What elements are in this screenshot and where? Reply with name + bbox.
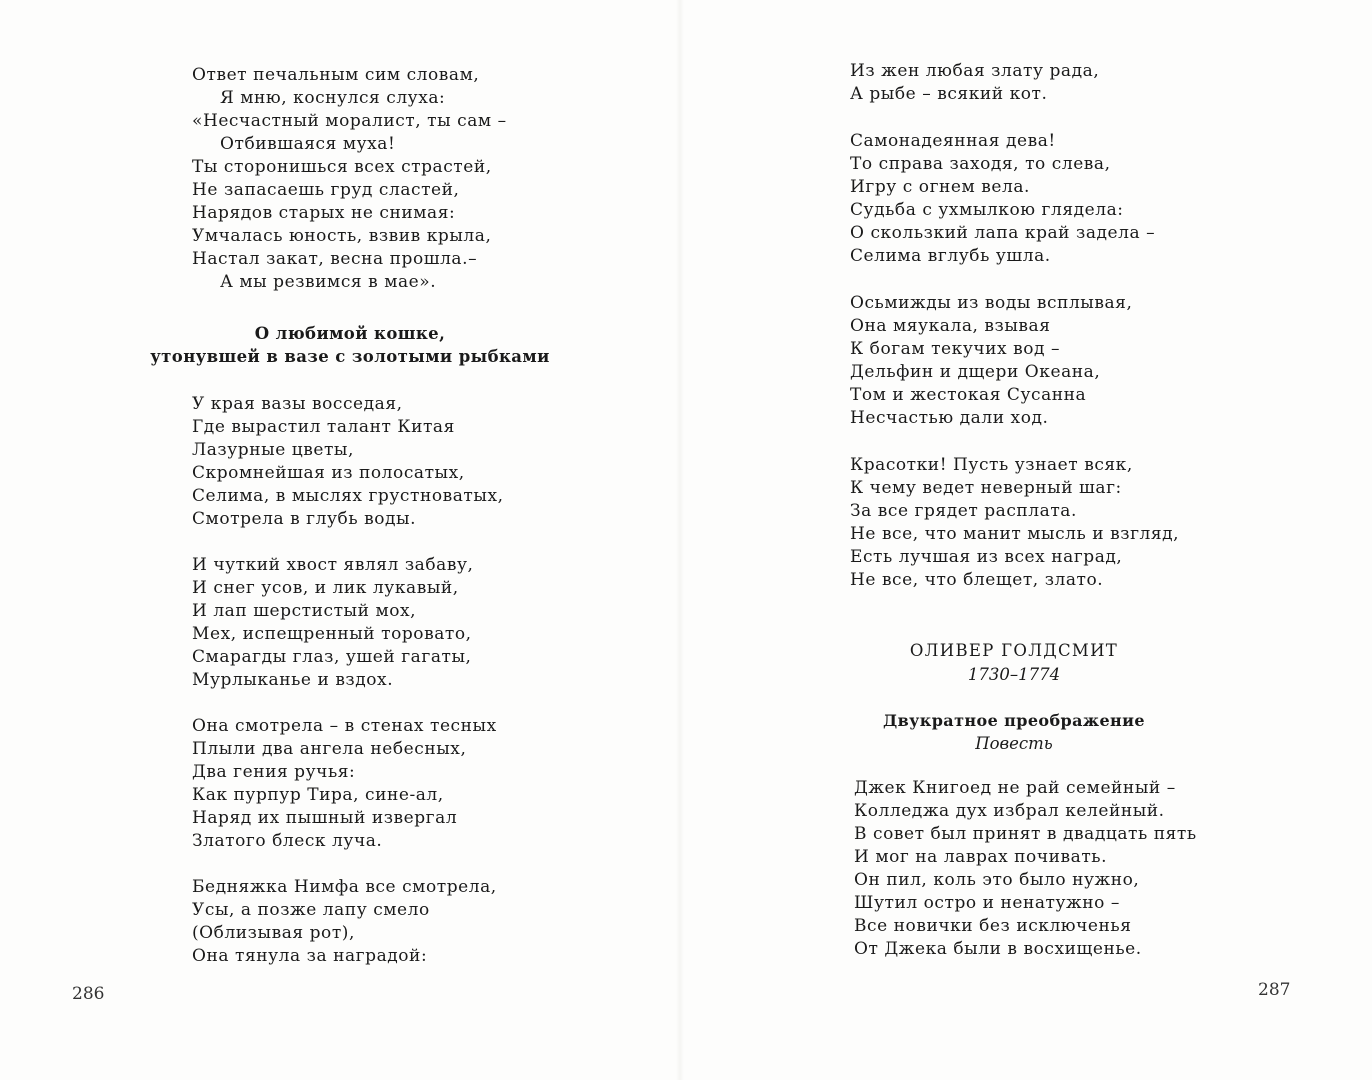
verse-line: Селима вглубь ушла. [850, 246, 1051, 266]
verse-line: Шутил остро и ненатужно – [854, 893, 1120, 913]
verse-line: Он пил, коль это было нужно, [854, 870, 1140, 890]
verse-line: От Джека были в восхищенье. [854, 939, 1142, 959]
verse-line: И мог на лаврах почивать. [854, 847, 1108, 867]
verse-stanza [850, 130, 1155, 268]
verse-line: О скользкий лапа край задела – [850, 223, 1156, 243]
verse-line: Отбившаяся муха! [220, 134, 396, 154]
verse-stanza [850, 292, 1132, 430]
verse-line: Джек Книгоед не рай семейный – [854, 778, 1176, 798]
verse-line: Умчалась юность, взвив крыла, [192, 226, 492, 246]
verse-line: Лазурные цветы, [192, 440, 354, 460]
section-genre: Повесть [975, 734, 1053, 753]
verse-line: Есть лучшая из всех наград, [850, 547, 1123, 567]
verse-stanza [192, 876, 497, 968]
page-number: 287 [1258, 980, 1291, 1000]
verse-line: Нарядов старых не снимая: [192, 203, 456, 223]
verse-line: Дельфин и дщери Океана, [850, 362, 1101, 382]
verse-line: Самонадеянная дева! [850, 131, 1056, 151]
verse-line: К чему ведет неверный шаг: [850, 478, 1122, 498]
verse-line: И снег усов, и лик лукавый, [192, 578, 459, 598]
author-name: ОЛИВЕР ГОЛДСМИТ [909, 641, 1119, 660]
verse-line: За все грядет расплата. [850, 501, 1077, 521]
verse-line: Златого блеск луча. [192, 831, 383, 851]
page-number: 286 [72, 984, 105, 1004]
verse-stanza [850, 454, 1179, 592]
verse-line: Колледжа дух избрал келейный. [854, 801, 1165, 821]
verse-line: К богам текучих вод – [850, 339, 1061, 359]
verse-line: Она мяукала, взывая [850, 316, 1051, 336]
verse-line: Судьба с ухмылкою глядела: [850, 200, 1124, 220]
verse-line: Красотки! Пусть узнает всяк, [850, 455, 1133, 475]
verse-line: Игру с огнем вела. [850, 177, 1030, 197]
poem-title-line: утонувшей в вазе с золотыми рыбками [150, 347, 550, 366]
verse-line: Два гения ручья: [192, 762, 356, 782]
verse-line: Скромнейшая из полосатых, [192, 463, 465, 483]
verse-line: Наряд их пышный извергал [192, 808, 458, 828]
verse-line: И чуткий хвост являл забаву, [192, 555, 474, 575]
verse-line: Не все, что манит мысль и взгляд, [850, 524, 1180, 544]
verse-stanza [192, 554, 473, 692]
book-gutter [676, 0, 684, 1080]
verse-line: Не все, что блещет, злато. [850, 570, 1104, 590]
verse-line: А мы резвимся в мае». [220, 272, 437, 292]
verse-line: (Облизывая рот), [192, 923, 355, 943]
verse-line: Как пурпур Тира, сине-ал, [192, 785, 444, 805]
verse-stanza [192, 393, 504, 531]
verse-line: Смотрела в глубь воды. [192, 509, 417, 529]
right-page [684, 0, 1372, 1080]
verse-line: Мех, испещренный торовато, [192, 624, 472, 644]
verse-line: А рыбе – всякий кот. [850, 84, 1048, 104]
verse-line: Не запасаешь груд сластей, [192, 180, 460, 200]
verse-stanza [850, 60, 1099, 106]
section-title: Двукратное преображение [882, 711, 1145, 730]
verse-line: Где вырастил талант Китая [192, 417, 455, 437]
verse-stanza [854, 777, 1197, 961]
poem-title [150, 322, 550, 368]
verse-line: Том и жестокая Сусанна [850, 385, 1087, 405]
verse-line: Несчастью дали ход. [850, 408, 1049, 428]
verse-line: Из жен любая злату рада, [850, 61, 1100, 81]
verse-line: Мурлыканье и вздох. [192, 670, 394, 690]
verse-line: Плыли два ангела небесных, [192, 739, 467, 759]
verse-stanza [192, 715, 497, 853]
verse-line: Селима, в мыслях грустноватых, [192, 486, 504, 506]
verse-line: Осьмижды из воды всплывая, [850, 293, 1133, 313]
verse-line: Она смотрела – в стенах тесных [192, 716, 497, 736]
verse-line: Я мню, коснулся слуха: [220, 88, 446, 108]
verse-line: Смарагды глаз, ушей гагаты, [192, 647, 472, 667]
verse-line: Она тянула за наградой: [192, 946, 428, 966]
verse-line: Усы, а позже лапу смело [192, 900, 430, 920]
poem-title-line: О любимой кошке, [254, 324, 446, 343]
left-page [0, 0, 676, 1080]
verse-line: «Несчастный моралист, ты сам – [192, 111, 507, 131]
verse-line: Ответ печальным сим словам, [192, 65, 480, 85]
verse-line: В совет был принят в двадцать пять [854, 824, 1197, 844]
verse-line: Настал закат, весна прошла.– [192, 249, 478, 269]
verse-stanza [192, 64, 507, 294]
verse-line: То справа заходя, то слева, [850, 154, 1111, 174]
verse-line: У края вазы восседая, [192, 394, 403, 414]
author-years: 1730–1774 [967, 665, 1061, 684]
verse-line: Бедняжка Нимфа все смотрела, [192, 877, 497, 897]
verse-line: И лап шерстистый мох, [192, 601, 417, 621]
verse-line: Все новички без исключенья [854, 916, 1132, 936]
verse-line: Ты сторонишься всех страстей, [192, 157, 492, 177]
